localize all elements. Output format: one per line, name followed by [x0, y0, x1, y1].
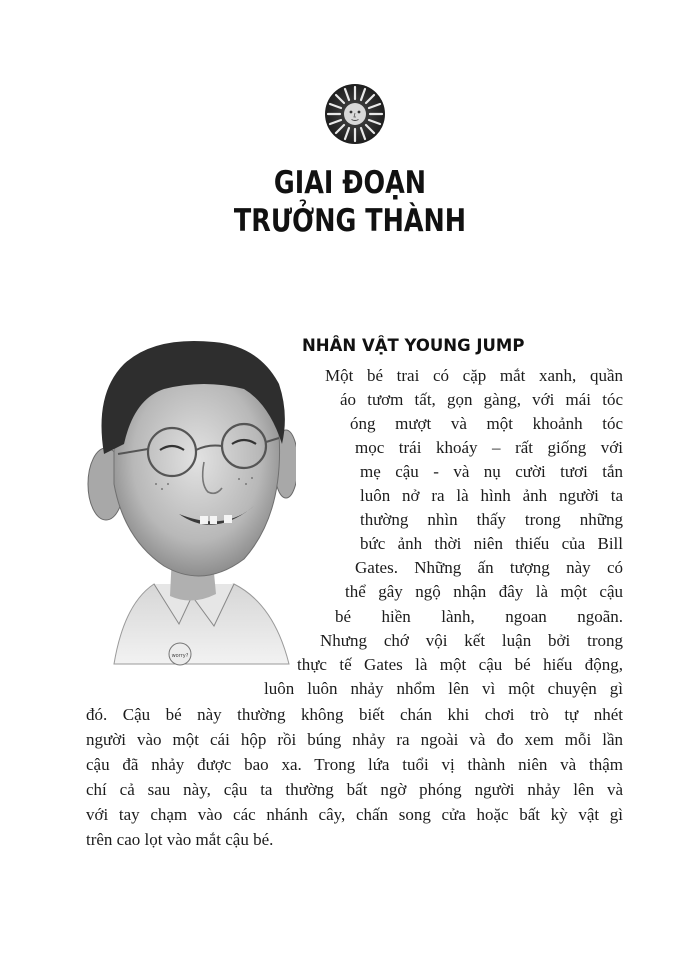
chapter-title-line-1: GIAI ĐOẠN	[273, 165, 427, 201]
paragraph-line: thường nhìn thấy trong những	[360, 510, 623, 529]
chapter-title	[0, 164, 700, 240]
paragraph-line: chí cả sau này, cậu ta thường bất ngờ phóng người nhảy lên và	[86, 780, 623, 799]
paragraph-line: người vào một cái hộp rồi búng nhảy ra ngoài và đo xem mỗi lần	[86, 730, 623, 749]
paragraph-line: thể gây ngộ nhận đây là một cậu	[345, 582, 623, 601]
paragraph-line: trên cao lọt vào mắt cậu bé.	[86, 830, 274, 849]
paragraph-line: mẹ cậu - và nụ cười tươi tắn	[360, 462, 623, 481]
paragraph-line: óng mượt và một khoảnh tóc	[350, 414, 623, 433]
paragraph-line: luôn nở ra là hình ảnh người ta	[360, 486, 623, 505]
paragraph-line: đó. Cậu bé này thường không biết chán khi chơi trò tự nhét	[86, 705, 623, 724]
badge-text: worry?	[171, 653, 189, 659]
paragraph-line: luôn luôn nhảy nhổm lên vì một chuyện gì	[264, 679, 623, 698]
paragraph-line: thực tế Gates là một cậu bé hiếu động,	[297, 655, 623, 674]
paragraph-line: bé hiền lành, ngoan ngoãn.	[335, 607, 623, 626]
sun-face-icon	[323, 82, 387, 146]
boy-portrait-illustration	[84, 334, 296, 678]
paragraph-line: Gates. Những ấn tượng này có	[355, 558, 623, 577]
paragraph-line: Nhưng chớ vội kết luận bởi trong	[320, 631, 623, 650]
paragraph-line: áo tươm tất, gọn gàng, với mái tóc	[340, 390, 623, 409]
paragraph-line: mọc trái khoáy – rất giống với	[355, 438, 623, 457]
chapter-title-line-2: TRƯỞNG THÀNH	[233, 203, 467, 239]
paragraph-line: bức ảnh thời niên thiếu của Bill	[360, 534, 623, 553]
section-heading: NHÂN VẬT YOUNG JUMP	[302, 336, 525, 355]
paragraph-line: Một bé trai có cặp mắt xanh, quần	[325, 366, 623, 385]
paragraph-line: với tay chạm vào các nhánh cây, chấn song cửa hoặc bất kỳ vật gì	[86, 805, 623, 824]
paragraph-line: cậu đã nhảy được bao xa. Trong lứa tuổi vị thành niên và thậm	[86, 755, 623, 774]
